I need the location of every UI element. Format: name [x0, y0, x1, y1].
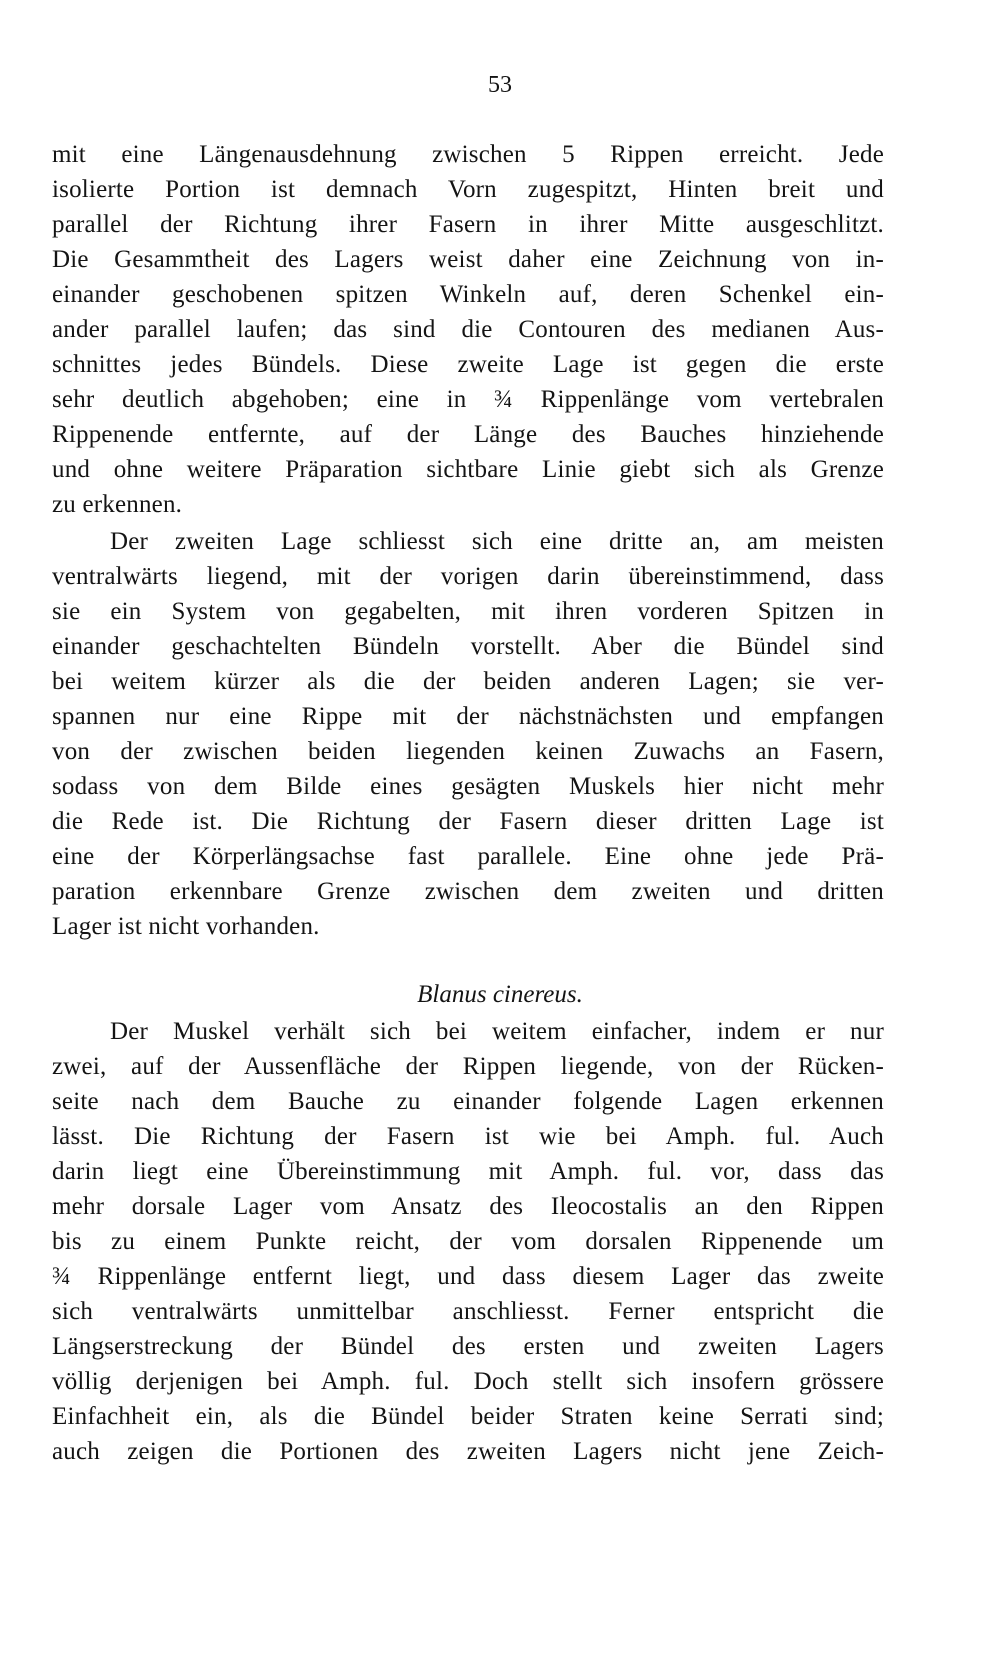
- text-line: lässt. Die Richtung der Fasern ist wie bei Amph. ful. Auch: [52, 1123, 884, 1150]
- text-line: ventralwärts liegend, mit der vorigen darin übereinstimmend, dass: [52, 563, 884, 590]
- text-line: darin liegt eine Übereinstimmung mit Amph. ful. vor, dass das: [52, 1158, 884, 1185]
- text-line: einander geschachtelten Bündeln vorstellt. Aber die Bündel sind: [52, 633, 884, 660]
- text-line: völlig derjenigen bei Amph. ful. Doch stellt sich insofern grössere: [52, 1368, 884, 1395]
- text-line: Lager ist nicht vorhanden.: [52, 913, 320, 940]
- text-line: bei weitem kürzer als die der beiden anderen Lagen; sie ver-: [52, 668, 884, 695]
- text-line: die Rede ist. Die Richtung der Fasern dieser dritten Lage ist: [52, 808, 884, 835]
- text-line: seite nach dem Bauche zu einander folgende Lagen erkennen: [52, 1088, 884, 1115]
- text-line: parallel der Richtung ihrer Fasern in ihrer Mitte ausgeschlitzt.: [52, 211, 884, 238]
- text-line: sie ein System von gegabelten, mit ihren vorderen Spitzen in: [52, 598, 884, 625]
- text-line: sehr deutlich abgehoben; eine in ¾ Rippenlänge vom vertebralen: [52, 386, 884, 413]
- text-line: zwei, auf der Aussenfläche der Rippen liegende, von der Rücken-: [52, 1053, 884, 1080]
- text-line: ander parallel laufen; das sind die Contouren des medianen Aus-: [52, 316, 884, 343]
- text-line: paration erkennbare Grenze zwischen dem zweiten und dritten: [52, 878, 884, 905]
- text-line: Die Gesammtheit des Lagers weist daher eine Zeichnung von in-: [52, 246, 884, 273]
- text-line: spannen nur eine Rippe mit der nächstnächsten und empfangen: [52, 703, 884, 730]
- text-line: Rippenende entfernte, auf der Länge des Bauches hinziehende: [52, 421, 884, 448]
- text-line: Einfachheit ein, als die Bündel beider Straten keine Serrati sind;: [52, 1403, 884, 1430]
- text-line: einander geschobenen spitzen Winkeln auf, deren Schenkel ein-: [52, 281, 884, 308]
- text-line: mit eine Längenausdehnung zwischen 5 Rippen erreicht. Jede: [52, 141, 884, 168]
- text-line: von der zwischen beiden liegenden keinen Zuwachs an Fasern,: [52, 738, 884, 765]
- text-line: eine der Körperlängsachse fast parallele. Eine ohne jede Prä-: [52, 843, 884, 870]
- text-line: und ohne weitere Präparation sichtbare Linie giebt sich als Grenze: [52, 456, 884, 483]
- text-line: Der zweiten Lage schliesst sich eine dritte an, am meisten: [110, 528, 884, 555]
- text-line: isolierte Portion ist demnach Vorn zugespitzt, Hinten breit und: [52, 176, 884, 203]
- text-line: auch zeigen die Portionen des zweiten Lagers nicht jene Zeich-: [52, 1438, 884, 1465]
- text-line: mehr dorsale Lager vom Ansatz des Ileocostalis an den Rippen: [52, 1193, 884, 1220]
- text-line: sodass von dem Bilde eines gesägten Muskels hier nicht mehr: [52, 773, 884, 800]
- page-number: 53: [488, 72, 512, 98]
- text-line: zu erkennen.: [52, 491, 183, 518]
- text-line: ¾ Rippenlänge entfernt liegt, und dass diesem Lager das zweite: [52, 1263, 884, 1290]
- text-line: bis zu einem Punkte reicht, der vom dorsalen Rippenende um: [52, 1228, 884, 1255]
- section-heading: Blanus cinereus.: [417, 981, 583, 1008]
- text-line: sich ventralwärts unmittelbar anschliesst. Ferner entspricht die: [52, 1298, 884, 1325]
- text-line: schnittes jedes Bündels. Diese zweite Lage ist gegen die erste: [52, 351, 884, 378]
- text-line: Der Muskel verhält sich bei weitem einfacher, indem er nur: [110, 1018, 884, 1045]
- text-line: Längserstreckung der Bündel des ersten und zweiten Lagers: [52, 1333, 884, 1360]
